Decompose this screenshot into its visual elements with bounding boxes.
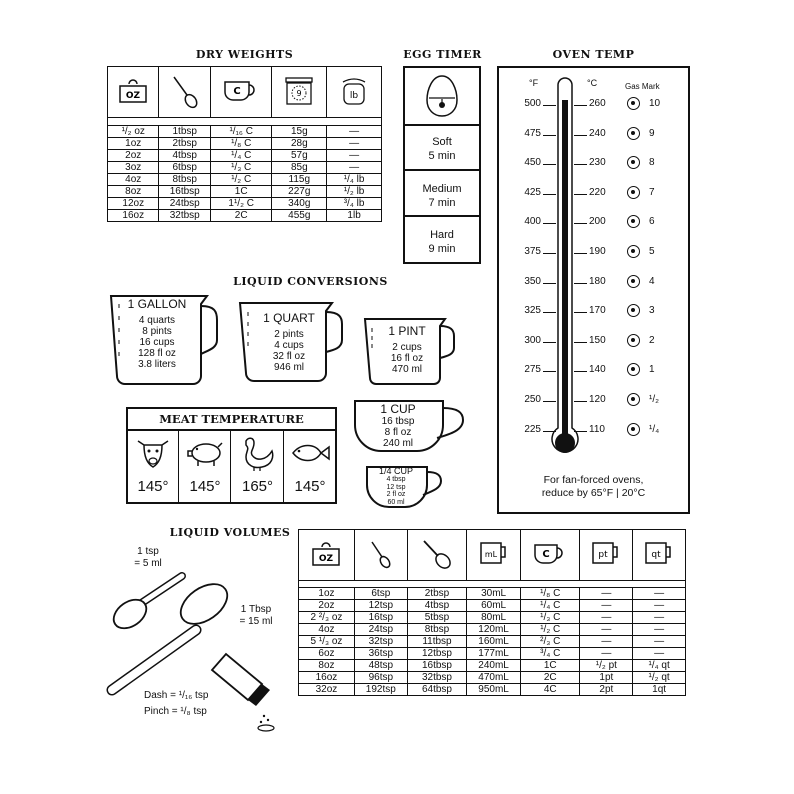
fahrenheit-value: 425 bbox=[524, 186, 541, 198]
table-row: ¹/₂ oz 1tbsp ¹/₁₆ C 15g — bbox=[108, 126, 382, 138]
celsius-value: 220 bbox=[589, 186, 606, 198]
egg-medium: Medium 7 min bbox=[405, 173, 479, 217]
egg-timer-icon bbox=[405, 68, 479, 126]
svg-text:mL: mL bbox=[484, 549, 497, 559]
tick-mark bbox=[574, 401, 587, 402]
tick-mark bbox=[574, 371, 587, 372]
table-row: 8oz 48tsp 16tbsp 240mL 1C ¹/₂ pt ¹/₄ qt bbox=[299, 660, 686, 672]
teaspoon-icon bbox=[354, 530, 407, 581]
cup-icon bbox=[210, 67, 271, 118]
gas-mark-icon bbox=[627, 127, 640, 140]
table-row: 1oz 2tbsp ¹/₈ C 28g — bbox=[108, 138, 382, 150]
celsius-value: 180 bbox=[589, 275, 606, 287]
oven-temp-row bbox=[499, 128, 688, 142]
oven-temp-row bbox=[499, 305, 688, 319]
oven-temp-row bbox=[499, 187, 688, 201]
gas-mark-icon bbox=[627, 304, 640, 317]
gas-mark-value: 10 bbox=[649, 98, 661, 109]
oven-temp-row bbox=[499, 246, 688, 260]
gas-mark-value: 9 bbox=[649, 127, 655, 139]
gas-mark-icon bbox=[627, 97, 640, 110]
fan-forced-note: For fan-forced ovens, reduce by 65°F | 20°C bbox=[541, 474, 646, 499]
liquid-conversions-title: LIQUID CONVERSIONS bbox=[233, 275, 388, 288]
svg-text:pt: pt bbox=[598, 549, 608, 560]
tick-mark bbox=[574, 253, 587, 254]
gas-mark-icon bbox=[627, 156, 640, 169]
gas-mark-value: 5 bbox=[649, 246, 655, 257]
fish-icon bbox=[285, 431, 335, 473]
gas-mark-value: 2 bbox=[649, 334, 655, 346]
table-row: 12oz 24tbsp 1¹/₂ C 340g ³/₄ lb bbox=[108, 198, 382, 210]
gas-mark-value: 8 bbox=[649, 157, 655, 169]
quart-icon bbox=[633, 530, 686, 581]
tick-mark bbox=[543, 431, 556, 432]
tick-mark bbox=[574, 164, 587, 165]
gas-mark-icon bbox=[627, 363, 640, 376]
liquid-volumes-table bbox=[298, 529, 686, 696]
table-row: 3oz 6tbsp ¹/₃ C 85g — bbox=[108, 162, 382, 174]
fahrenheit-value: 400 bbox=[524, 216, 541, 228]
pinch-label: Pinch = ¹/₈ tsp bbox=[144, 706, 207, 717]
svg-text:C: C bbox=[542, 548, 550, 560]
gas-mark-icon bbox=[627, 186, 640, 199]
dash-label: Dash = ¹/₁₆ tsp bbox=[144, 690, 209, 701]
tsp-label: 1 tsp = 5 ml bbox=[134, 546, 162, 569]
cup-label: 1 CUP 16 tbsp 8 fl oz 240 ml bbox=[380, 402, 416, 449]
weight-oz-icon bbox=[108, 67, 159, 118]
meat-temperature-title: MEAT TEMPERATURE bbox=[128, 409, 335, 431]
egg-hard: Hard 9 min bbox=[428, 229, 456, 255]
tick-mark bbox=[543, 312, 556, 313]
cow-icon bbox=[128, 431, 178, 473]
table-row: 1oz 6tsp 2tbsp 30mL ¹/₈ C — — bbox=[299, 588, 686, 600]
table-row: 16oz 96tsp 32tbsp 470mL 2C 1pt ¹/₂ qt bbox=[299, 672, 686, 684]
dry-weights-title: DRY WEIGHTS bbox=[195, 48, 294, 61]
tablespoon-icon bbox=[407, 530, 467, 581]
fahrenheit-value: 275 bbox=[524, 364, 541, 376]
pint-icon bbox=[580, 530, 633, 581]
celsius-value: 190 bbox=[589, 246, 606, 257]
gas-mark-value: ¹/₄ bbox=[649, 423, 660, 435]
tick-mark bbox=[574, 223, 587, 224]
tick-mark bbox=[574, 283, 587, 284]
gas-mark-value: 3 bbox=[649, 305, 655, 317]
fahrenheit-label: °F bbox=[529, 78, 539, 88]
celsius-value: 150 bbox=[589, 334, 606, 346]
measuring-cup-ml-icon bbox=[467, 530, 521, 581]
celsius-value: 170 bbox=[589, 305, 606, 317]
meat-beef-cell: 145° bbox=[128, 431, 179, 502]
celsius-value: 230 bbox=[589, 157, 606, 169]
gas-mark-value: 6 bbox=[649, 216, 655, 228]
gas-mark-icon bbox=[627, 245, 640, 258]
chicken-icon bbox=[232, 431, 282, 473]
gas-mark-label: Gas Mark bbox=[625, 82, 660, 91]
celsius-value: 140 bbox=[589, 364, 606, 376]
celsius-value: 240 bbox=[589, 127, 606, 139]
table-row: 16oz 32tbsp 2C 455g 1lb bbox=[108, 210, 382, 222]
gas-mark-value: 1 bbox=[649, 364, 655, 376]
fahrenheit-value: 375 bbox=[524, 246, 541, 257]
table-row: 4oz 8tbsp ¹/₂ C 115g ¹/₄ lb bbox=[108, 174, 382, 186]
tick-mark bbox=[543, 164, 556, 165]
meat-poultry-cell: 165° bbox=[232, 431, 284, 502]
oven-temp-row bbox=[499, 364, 688, 378]
gas-mark-value: ¹/₂ bbox=[649, 394, 659, 405]
fahrenheit-value: 500 bbox=[524, 98, 541, 109]
oven-temp-row bbox=[499, 216, 688, 230]
tick-mark bbox=[543, 253, 556, 254]
tick-mark bbox=[574, 312, 587, 313]
gas-mark-icon bbox=[627, 423, 640, 436]
table-row: 2oz 4tbsp ¹/₄ C 57g — bbox=[108, 150, 382, 162]
table-row: 32oz 192tsp 64tbsp 950mL 4C 2pt 1qt bbox=[299, 684, 686, 696]
gas-mark-value: 7 bbox=[649, 186, 655, 198]
egg-timer-title: EGG TIMER bbox=[403, 48, 482, 61]
meat-fish-cell: 145° bbox=[285, 431, 335, 502]
tbsp-label: 1 Tbsp = 15 ml bbox=[239, 604, 273, 627]
oven-temp-panel bbox=[497, 66, 690, 514]
tick-mark bbox=[543, 401, 556, 402]
svg-text:OZ: OZ bbox=[126, 90, 141, 101]
tick-mark bbox=[543, 342, 556, 343]
tick-mark bbox=[543, 194, 556, 195]
meat-pork-cell: 145° bbox=[180, 431, 231, 502]
celsius-value: 110 bbox=[589, 423, 605, 435]
liquid-volumes-icon-row bbox=[299, 530, 686, 581]
svg-text:C: C bbox=[233, 85, 241, 97]
cup-icon bbox=[520, 530, 580, 581]
gas-mark-icon bbox=[627, 215, 640, 228]
oven-temp-row bbox=[499, 394, 688, 408]
fahrenheit-value: 450 bbox=[524, 157, 541, 169]
gallon-label: 1 GALLON 4 quarts 8 pints 16 cups 128 fl oz 3.8 liters bbox=[127, 297, 187, 370]
fahrenheit-value: 350 bbox=[524, 275, 541, 287]
celsius-value: 260 bbox=[589, 98, 606, 109]
meat-temperature-panel bbox=[126, 407, 337, 504]
table-row: 2oz 12tsp 4tbsp 60mL ¹/₄ C — — bbox=[299, 600, 686, 612]
tick-mark bbox=[574, 431, 587, 432]
tick-mark bbox=[543, 371, 556, 372]
tick-mark bbox=[574, 342, 587, 343]
kitchen-scale-icon bbox=[272, 67, 327, 118]
spoon-icon bbox=[159, 67, 211, 118]
svg-text:lb: lb bbox=[349, 90, 359, 101]
fahrenheit-value: 475 bbox=[524, 127, 541, 139]
table-row: 4oz 24tsp 8tbsp 120mL ¹/₂ C — — bbox=[299, 624, 686, 636]
egg-timer-panel bbox=[403, 66, 481, 264]
oven-temp-row bbox=[499, 276, 688, 290]
tick-mark bbox=[543, 283, 556, 284]
dry-weights-icon-row bbox=[108, 67, 382, 118]
oven-temp-row bbox=[499, 335, 688, 349]
pig-icon bbox=[180, 431, 230, 473]
gas-mark-icon bbox=[627, 275, 640, 288]
tick-mark bbox=[543, 105, 556, 106]
celsius-value: 120 bbox=[589, 394, 606, 405]
fahrenheit-value: 325 bbox=[524, 305, 541, 317]
tick-mark bbox=[543, 223, 556, 224]
tick-mark bbox=[574, 194, 587, 195]
oven-temp-title: OVEN TEMP bbox=[552, 48, 635, 61]
svg-text:9: 9 bbox=[296, 88, 302, 98]
svg-text:OZ: OZ bbox=[319, 553, 334, 564]
gas-mark-icon bbox=[627, 334, 640, 347]
gas-mark-value: 4 bbox=[649, 275, 655, 287]
liquid-volumes-title: LIQUID VOLUMES bbox=[169, 526, 291, 539]
pint-label: 1 PINT 2 cups 16 fl oz 470 ml bbox=[388, 324, 426, 375]
fahrenheit-value: 225 bbox=[524, 423, 541, 435]
celsius-value: 200 bbox=[589, 216, 606, 228]
tick-mark bbox=[543, 135, 556, 136]
oven-temp-row bbox=[499, 98, 688, 112]
egg-soft: Soft 5 min bbox=[405, 126, 479, 171]
fahrenheit-value: 250 bbox=[524, 394, 541, 405]
oven-temp-row bbox=[499, 424, 688, 438]
celsius-label: °C bbox=[587, 78, 598, 88]
table-row: 5 ¹/₃ oz 32tsp 11tbsp 160mL ²/₃ C — — bbox=[299, 636, 686, 648]
quart-label: 1 QUART 2 pints 4 cups 32 fl oz 946 ml bbox=[263, 311, 315, 373]
oven-temp-row bbox=[499, 157, 688, 171]
weight-oz-icon bbox=[299, 530, 355, 581]
svg-text:qt: qt bbox=[651, 549, 661, 560]
dry-weights-table bbox=[107, 66, 382, 222]
gas-mark-icon bbox=[627, 393, 640, 406]
table-row: 6oz 36tsp 12tbsp 177mL ³/₄ C — — bbox=[299, 648, 686, 660]
table-row: 2 ²/₃ oz 16tsp 5tbsp 80mL ¹/₃ C — — bbox=[299, 612, 686, 624]
tick-mark bbox=[574, 105, 587, 106]
fahrenheit-value: 300 bbox=[524, 334, 541, 346]
quarter-cup-label: 1/4 CUP 4 tbsp 12 tsp 2 fl oz 60 ml bbox=[378, 466, 413, 506]
tick-mark bbox=[574, 135, 587, 136]
table-row: 8oz 16tbsp 1C 227g ¹/₂ lb bbox=[108, 186, 382, 198]
balance-scale-icon bbox=[327, 67, 382, 118]
